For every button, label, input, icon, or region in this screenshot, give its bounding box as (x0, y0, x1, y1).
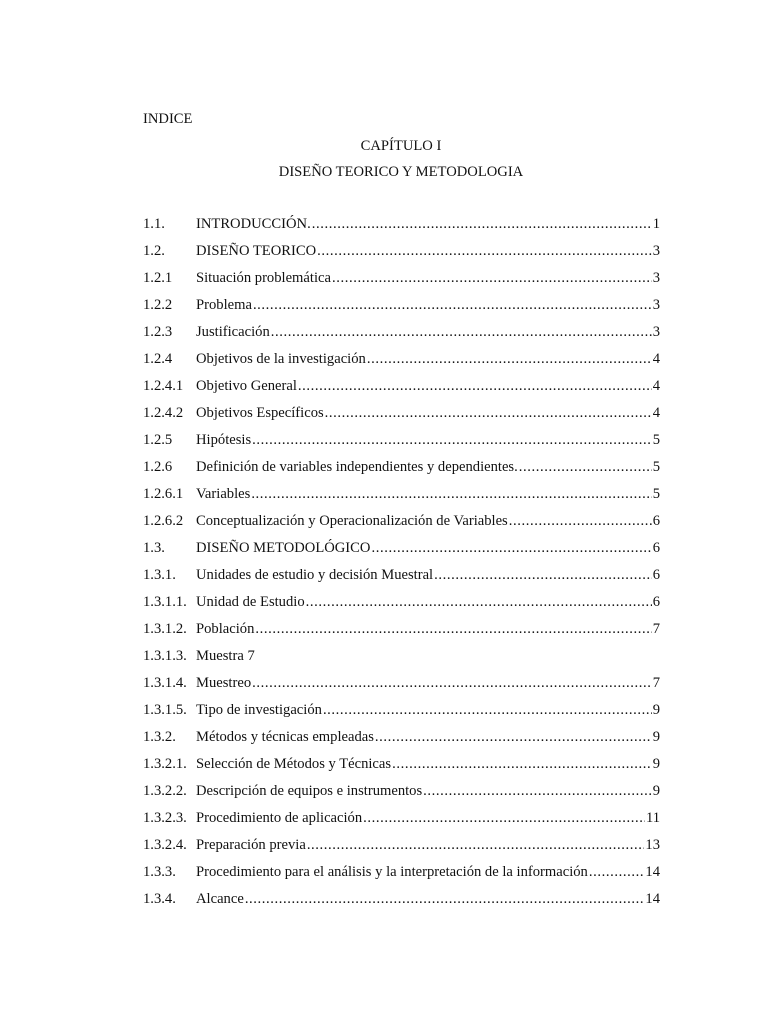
toc-dot-leader (317, 241, 652, 261)
toc-entry-title: Métodos y técnicas empleadas (196, 729, 374, 745)
toc-entry-title: DISEÑO TEORICO (196, 243, 317, 259)
toc-entry-title: Población (196, 621, 255, 637)
toc-entry[interactable] (143, 565, 660, 592)
toc-entry-title: DISEÑO METODOLÓGICO (196, 540, 371, 556)
toc-entry[interactable] (143, 268, 660, 295)
toc-entry-number: 1.3.4. (143, 891, 176, 907)
toc-entry-number: 1.2.2 (143, 297, 173, 313)
toc-dot-leader (253, 295, 652, 315)
toc-entry-page: 6 (652, 567, 660, 583)
toc-entry-page: 13 (645, 837, 660, 853)
toc-entry-number: 1.2.6 (143, 459, 173, 475)
toc-entry-number: 1.3.2.2. (143, 783, 187, 799)
toc-entry-page: 4 (652, 351, 660, 367)
toc-entry-title: Justificación (196, 324, 270, 340)
toc-entry[interactable] (143, 619, 660, 646)
toc-entry-title: Conceptualización y Operacionalización de Variables (196, 513, 508, 529)
toc-dot-leader (298, 376, 652, 396)
toc-dot-leader (367, 349, 652, 369)
toc-entry-page: 14 (645, 891, 660, 907)
toc-dot-leader (325, 403, 652, 423)
toc-entry-title: Situación problemática (196, 270, 331, 286)
toc-entry-page: 4 (652, 378, 660, 394)
toc-entry[interactable] (143, 214, 660, 241)
toc-entry-number: 1.2.4.1 (143, 378, 184, 394)
toc-entry[interactable] (143, 430, 660, 457)
toc-entry[interactable] (143, 376, 660, 403)
toc-entry-title: Unidades de estudio y decisión Muestral (196, 567, 434, 583)
toc-entry-number: 1.3.2.4. (143, 837, 187, 853)
toc-entry[interactable] (143, 754, 660, 781)
toc-entry[interactable] (143, 700, 660, 727)
toc-entry-number: 1.3. (143, 540, 165, 556)
toc-entry-page: 7 (652, 675, 660, 691)
toc-dot-leader (312, 214, 652, 234)
toc-entry-title: Procedimiento de aplicación (196, 810, 363, 826)
toc-entry[interactable] (143, 727, 660, 754)
toc-entry[interactable] (143, 484, 660, 511)
toc-entry[interactable] (143, 322, 660, 349)
toc-entry[interactable] (143, 457, 660, 484)
toc-dot-leader (423, 781, 652, 801)
toc-entry-title: Descripción de equipos e instrumentos (196, 783, 423, 799)
toc-entry[interactable] (143, 646, 660, 673)
toc-entry-title: Unidad de Estudio (196, 594, 305, 610)
toc-entry-title: Objetivos Específicos (196, 405, 324, 421)
toc-dot-leader (434, 565, 652, 585)
toc-entry-title: Problema (196, 297, 252, 313)
toc-entry-number: 1.3.2.3. (143, 810, 187, 826)
toc-entry-title: Muestreo (196, 675, 252, 691)
toc-entry-number: 1.3.2.1. (143, 756, 187, 772)
toc-entry-number: 1.3.3. (143, 864, 176, 880)
toc-dot-leader (375, 727, 652, 747)
toc-entry-page: 4 (652, 405, 660, 421)
toc-entry[interactable] (143, 538, 660, 565)
toc-entry[interactable] (143, 673, 660, 700)
toc-entry-page: 5 (652, 432, 660, 448)
toc-dot-leader (509, 511, 652, 531)
toc-entry[interactable] (143, 835, 660, 862)
toc-entry-page: 9 (652, 702, 660, 718)
toc-entry[interactable] (143, 511, 660, 538)
toc-entry-number: 1.2. (143, 243, 165, 259)
toc-entry-number: 1.3.1.2. (143, 621, 187, 637)
toc-dot-leader (252, 430, 652, 450)
toc-entry-page: 6 (652, 513, 660, 529)
toc-entry[interactable] (143, 862, 660, 889)
toc-entry-number: 1.3.1.3. (143, 648, 187, 664)
toc-entry-title: Definición de variables independientes y dependientes. (196, 459, 518, 475)
toc-entry-page: 1 (652, 216, 660, 232)
toc-entry-page: 11 (645, 810, 660, 826)
toc-dot-leader (363, 808, 645, 828)
toc-entry-title: INTRODUCCIÓN. (196, 216, 311, 232)
toc-entry[interactable] (143, 889, 660, 916)
toc-entry-number: 1.3.1. (143, 567, 176, 583)
toc-entry[interactable] (143, 781, 660, 808)
toc-entry-page: 7 (652, 621, 660, 637)
toc-entry-title: Procedimiento para el análisis y la interpretación de la información (196, 864, 588, 880)
toc-entry-page: 3 (652, 324, 660, 340)
toc-dot-leader (252, 673, 652, 693)
toc-entry[interactable] (143, 241, 660, 268)
toc-dot-leader (519, 457, 652, 477)
toc-entry-title: Tipo de investigación (196, 702, 322, 718)
chapter-subtitle: DISEÑO TEORICO Y METODOLOGIA (278, 164, 524, 180)
toc-entry-page: 14 (645, 864, 660, 880)
toc-entry-page: 9 (652, 729, 660, 745)
toc-entry-number: 1.2.1 (143, 270, 173, 286)
toc-entry-number: 1.3.1.1. (143, 594, 187, 610)
toc-dot-leader (251, 484, 651, 504)
toc-entry-number: 1.3.1.4. (143, 675, 187, 691)
toc-entry-page: 6 (652, 594, 660, 610)
toc-entry-page: 9 (652, 756, 660, 772)
toc-entry[interactable] (143, 403, 660, 430)
toc-entry-number: 1.2.4 (143, 351, 173, 367)
toc-dot-leader (332, 268, 652, 288)
toc-entry-number: 1.1. (143, 216, 165, 232)
toc-entry-number: 1.3.1.5. (143, 702, 187, 718)
toc-dot-leader (307, 835, 645, 855)
toc-dot-leader (271, 322, 652, 342)
toc-dot-leader (589, 862, 645, 882)
toc-entry-page: 5 (652, 459, 660, 475)
table-of-contents (143, 214, 660, 916)
toc-entry[interactable] (143, 295, 660, 322)
toc-dot-leader (245, 889, 645, 909)
toc-dot-leader (371, 538, 651, 558)
toc-entry-page: 3 (652, 270, 660, 286)
toc-entry[interactable] (143, 349, 660, 376)
toc-entry-title: Variables (196, 486, 251, 502)
toc-entry-page: 9 (652, 783, 660, 799)
toc-entry-page: 3 (652, 243, 660, 259)
toc-entry-number: 1.2.5 (143, 432, 173, 448)
toc-entry-title: Selección de Métodos y Técnicas (196, 756, 392, 772)
chapter-title: CAPÍTULO I (360, 138, 442, 154)
toc-dot-leader (306, 592, 652, 612)
toc-entry-number: 1.2.6.1 (143, 486, 184, 502)
toc-entry[interactable] (143, 808, 660, 835)
toc-entry-number: 1.2.4.2 (143, 405, 184, 421)
toc-entry-number: 1.3.2. (143, 729, 176, 745)
toc-entry-page: 3 (652, 297, 660, 313)
toc-entry-page: 5 (652, 486, 660, 502)
toc-entry-title: Objetivo General (196, 378, 297, 394)
index-heading: INDICE (143, 111, 193, 127)
toc-entry[interactable] (143, 592, 660, 619)
toc-entry-title: Muestra 7 (196, 648, 255, 664)
toc-entry-title: Alcance (196, 891, 244, 907)
toc-entry-number: 1.2.3 (143, 324, 173, 340)
toc-dot-leader (392, 754, 652, 774)
toc-entry-title: Hipótesis (196, 432, 252, 448)
toc-dot-leader (323, 700, 652, 720)
toc-entry-number: 1.2.6.2 (143, 513, 184, 529)
toc-dot-leader (255, 619, 651, 639)
toc-entry-title: Preparación previa (196, 837, 306, 853)
toc-entry-page: 6 (652, 540, 660, 556)
toc-entry-title: Objetivos de la investigación (196, 351, 366, 367)
